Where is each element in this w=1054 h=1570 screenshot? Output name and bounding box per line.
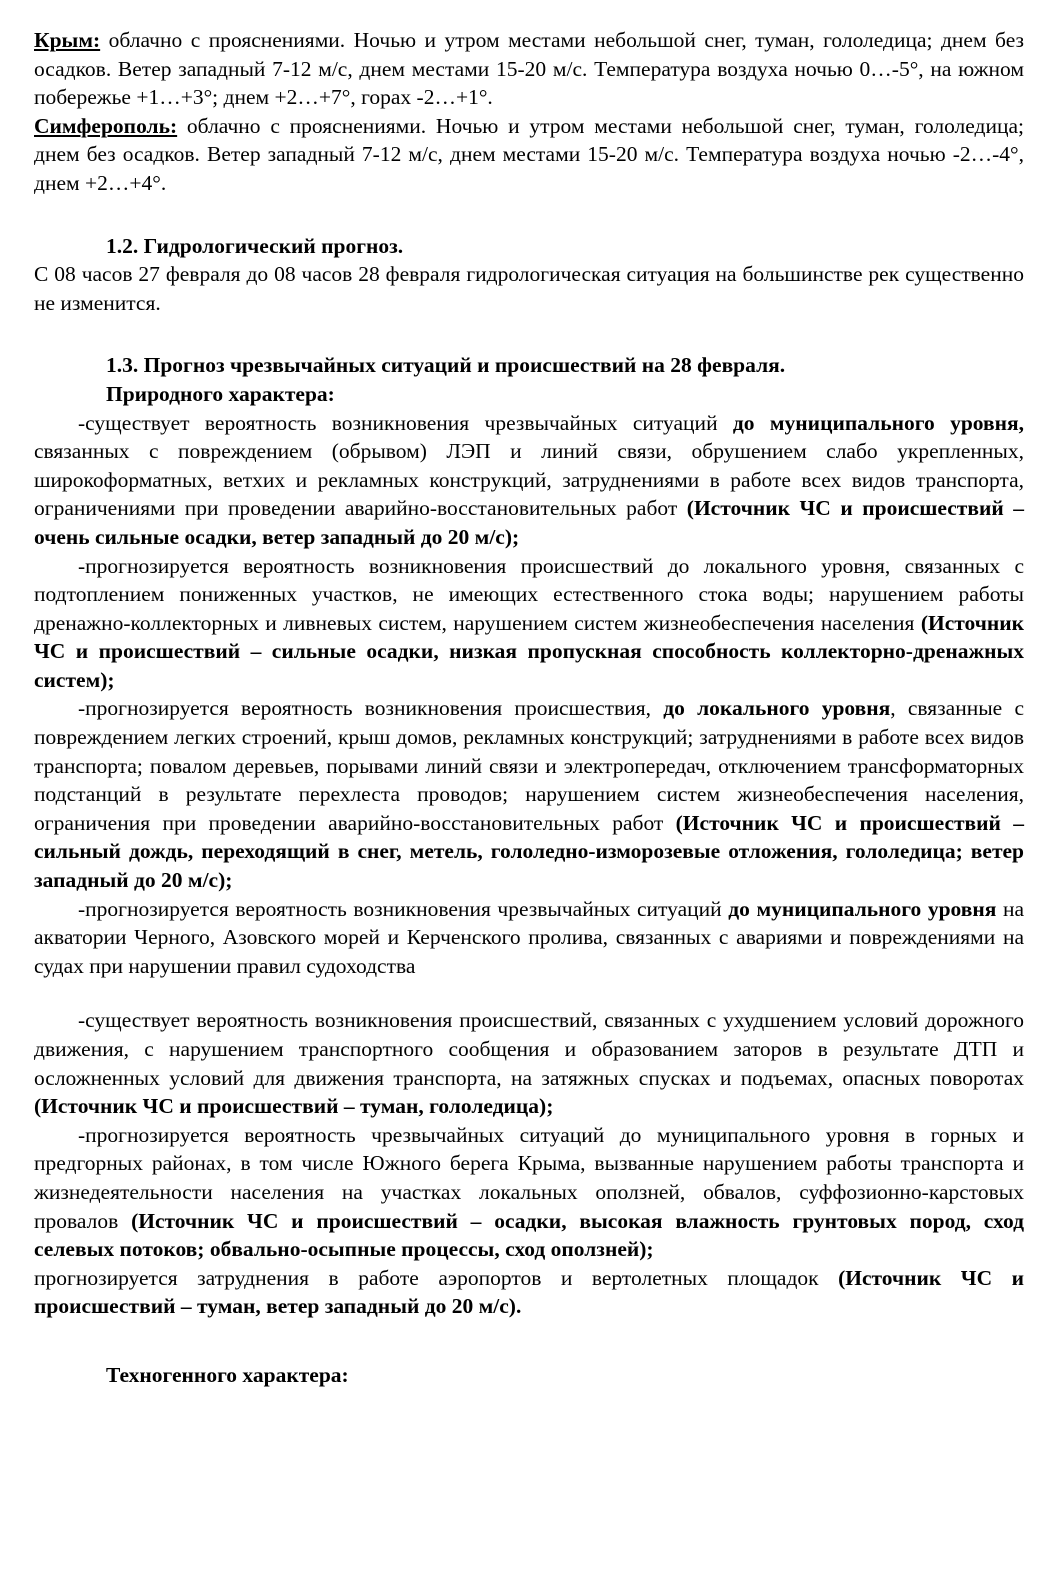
forecast-item-source: (Источник ЧС и происшествий –очень сильные осадки, ветер западный до 20 м/с);	[34, 496, 1024, 549]
forecast-item-lead: -прогнозируется вероятность чрезвычайных ситуаций до муниципального уровня в горных и предгорных районах, в том числе Южного берега Крыма, вызванные нарушением работы транспорта и жизнедеятельности населения на участках локальных оползней, обвалов, суффозионно-карстовых провалов	[34, 1122, 1024, 1233]
forecast-final-lead: прогнозируется затруднения в работе аэропортов и вертолетных площадок	[34, 1265, 839, 1290]
spacer	[34, 1321, 1024, 1361]
forecast-item-lead: -существует вероятность возникновения чрезвычайных ситуаций	[78, 410, 733, 435]
forecast-item-source: (Источник ЧС и происшествий – сильные осадки, низкая пропускная способность коллекторно-дренажных систем);	[34, 610, 1024, 692]
spacer	[34, 198, 1024, 232]
forecast-item	[34, 1121, 1024, 1264]
forecast-item-lead: -прогнозируется вероятность возникновения происшествий до локального уровня, связанных с подтоплением пониженных участков, не имеющих естественного стока воды; нарушением работы дренажно-коллекторных и ливневых систем, нарушением систем жизнеобеспечения населения	[34, 553, 1024, 635]
forecast-item-mid: , связанные с повреждением легких строений, крыш домов, рекламных конструкций; затруднениями в работе всех видов транспорта; повалом деревьев, порывами линий связи и электропередач, отключением трансформаторных подстанций в результате перехлеста проводов; нарушением систем жизнеобеспечения населения, ограничения при проведении аварийно-восстановительных работ	[34, 696, 1024, 835]
region-label-simferopol: Симферополь:	[34, 113, 178, 138]
forecast-item-mid: на акватории Черного, Азовского морей и Керченского пролива, связанных с авариями и повреждениями на судах при нарушении правил судоходства	[34, 896, 1025, 978]
region-text-simferopol: облачно с прояснениями. Ночью и утром местами небольшой снег, туман, гололедица; днем без осадков. Ветер западный 7-12 м/с, днем местами 15-20 м/с. Температура воздуха ночью -2…-4°, днем +2…+4°.	[34, 113, 1024, 195]
forecast-item-bold: до локального уровня	[663, 696, 891, 721]
forecast-item-bold: до муниципального уровня	[728, 896, 997, 921]
forecast-item	[34, 409, 1024, 552]
forecast-item	[34, 552, 1024, 695]
region-label-crimea: Крым:	[34, 28, 101, 52]
forecast-item-source: (Источник ЧС и происшествий – сильный дождь, переходящий в снег, метель, гололедно-изморозевые отложения, гололедица; ветер западный до 20 м/с);	[34, 810, 1024, 893]
heading-emergency-forecast: 1.3. Прогноз чрезвычайных ситуаций и происшествий на 28 февраля.	[106, 353, 786, 378]
forecast-item-source: (Источник ЧС и происшествий – туман, гололедица);	[34, 1094, 554, 1119]
paragraph-crimea-weather	[34, 26, 1024, 112]
subheading-technogenic-character: Техногенного характера:	[106, 1362, 349, 1387]
forecast-item-lead: -существует вероятность возникновения происшествий, связанных с ухудшением условий дорожного движения, с нарушением транспортного сообщения и образованием заторов в результате ДТП и осложненных условий для движения транспорта, на затяжных спусках и подъемах, опасных поворотах	[34, 1008, 1024, 1090]
forecast-final-source: (Источник ЧС и происшествий – туман, ветер западный до 20 м/с).	[34, 1265, 1024, 1319]
paragraph-simferopol-weather	[34, 112, 1024, 198]
spacer	[34, 317, 1024, 351]
region-text-crimea: облачно с прояснениями. Ночью и утром местами небольшой снег, туман, гололедица; днем без осадков. Ветер западный 7-12 м/с, днем местами 15-20 м/с. Температура воздуха ночью 0…-5°, на южном побережье +1…+3°; днем +2…+7°, горах -2…+1°.	[34, 28, 1024, 110]
paragraph-hydrological-body: С 08 часов 27 февраля до 08 часов 28 февраля гидрологическая ситуация на большинстве рек существенно не изменится.	[34, 262, 1024, 315]
subheading-natural-character: Природного характера:	[106, 381, 335, 406]
forecast-item	[34, 694, 1024, 894]
forecast-final-paragraph	[34, 1264, 1024, 1321]
forecast-item-mid: связанных с повреждением (обрывом) ЛЭП и линий связи, обрушением слабо укрепленных, широкоформатных, ветхих и рекламных конструкций, затруднениями в работе всех видов транспорта, ограничениями при проведении аварийно-восстановительных работ	[34, 439, 1024, 521]
spacer	[34, 980, 1024, 1006]
forecast-item-lead: -прогнозируется вероятность возникновения происшествия,	[78, 696, 664, 721]
forecast-item-lead: -прогнозируется вероятность возникновения чрезвычайных ситуаций	[78, 896, 729, 921]
heading-hydrological-forecast: 1.2. Гидрологический прогноз.	[106, 233, 404, 258]
forecast-item-source: (Источник ЧС и происшествий – осадки, высокая влажность грунтовых пород, сход селевых потоков; обвально-осыпные процессы, сход оползней);	[34, 1208, 1024, 1262]
forecast-item	[34, 895, 1024, 981]
forecast-item	[34, 1006, 1024, 1120]
forecast-item-bold: до муниципального уровня,	[732, 410, 1024, 435]
